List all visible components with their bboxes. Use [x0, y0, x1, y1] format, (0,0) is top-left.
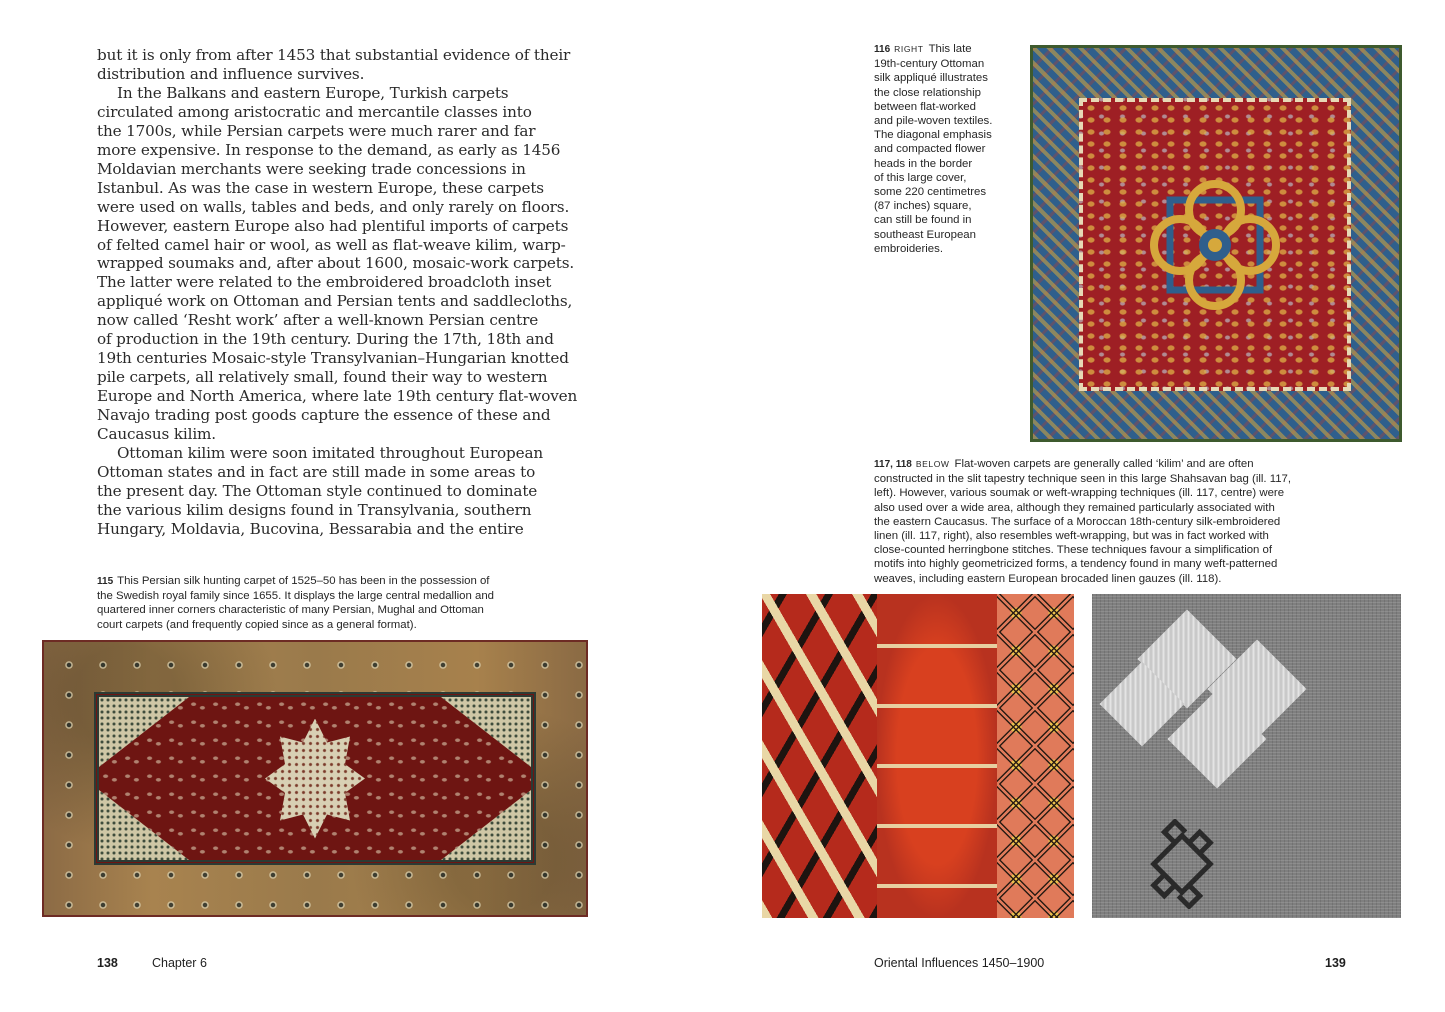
figure-number: 116 [874, 44, 891, 55]
caption-line: between flat-worked [874, 100, 976, 113]
body-line: but it is only from after 1453 that substantial evidence of their [97, 46, 571, 64]
chapter-label: Chapter 6 [152, 956, 207, 970]
applique-field [1079, 98, 1351, 391]
body-line: the various kilim designs found in Transylvania, southern [97, 500, 532, 519]
caption-line: (87 inches) square, [874, 200, 972, 213]
body-line: Ottoman states and in fact are still made in some areas to [97, 462, 536, 481]
page-number-right: 139 [1325, 956, 1346, 970]
caption-line: 115 This Persian silk hunting carpet of 1525–50 has been in the possession of [97, 575, 490, 587]
body-line: Navajo trading post goods capture the essence of these and [97, 406, 551, 425]
body-line: pile carpets, all relatively small, found their way to western [97, 368, 548, 387]
body-line: Hungary, Moldavia, Bucovina, Bessarabia and the entire [97, 519, 524, 538]
body-line: now called ‘Resht work’ after a well-known Persian centre [97, 311, 539, 330]
caption-line: some 220 centimetres [874, 186, 987, 199]
caption-line: 117, 118 BELOW Flat-woven carpets are generally called ‘kilim’ and are often [874, 458, 1254, 470]
body-line: The latter were related to the embroidered broadcloth inset [97, 273, 552, 292]
caption-115 [97, 574, 547, 632]
figure-number: 117, 118 [874, 459, 912, 470]
body-text [97, 46, 578, 539]
caption-line: and pile-woven textiles. [874, 115, 993, 128]
caption-line: the close relationship [874, 86, 982, 99]
caption-line: embroideries. [874, 242, 944, 255]
caption-line: constructed in the slit tapestry technique seen in this large Shahsavan bag (ill. 117, [874, 473, 1292, 486]
caption-line: heads in the border [874, 157, 973, 170]
caption-line: The diagonal emphasis [874, 129, 992, 142]
linen-gauze-image [1092, 594, 1401, 918]
caption-line: southeast European [874, 228, 976, 241]
body-line: 19th centuries Mosaic-style Transylvanian–Hungarian knotted [97, 349, 569, 368]
body-line: were used on walls, tables and beds, and only rarely on floors. [97, 197, 570, 216]
body-line: Europe and North America, where late 19th century flat-woven [97, 387, 578, 406]
caption-line: motifs into highly geometricized forms, a tendency found in many weft-patterned [874, 558, 1278, 571]
interlaced-knot-medallion [1140, 170, 1290, 320]
caption-line: linen (ill. 117, right), also resembles weft-wrapping, but was in fact worked with [874, 530, 1269, 543]
embroidered-linen-detail [997, 594, 1074, 918]
body-line: appliqué work on Ottoman and Persian tents and saddlecloths, [97, 292, 573, 311]
kilim-composite-image [762, 594, 1074, 918]
caption-line: can still be found in [874, 214, 972, 227]
caption-117-118 [874, 457, 1349, 586]
slit-tapestry-detail [762, 594, 877, 918]
ottoman-applique-image [1030, 45, 1402, 442]
body-line: In the Balkans and eastern Europe, Turkish carpets [117, 83, 509, 102]
position-label: BELOW [915, 459, 950, 469]
body-line: circulated among aristocratic and mercantile classes into [97, 102, 532, 121]
page-number-left: 138 [97, 956, 118, 970]
caption-line: weaves, including eastern European brocaded linen gauzes (ill. 118). [874, 572, 1222, 585]
position-label: RIGHT [894, 44, 924, 54]
caption-line: close-counted herringbone stitches. These techniques favour a simplification of [874, 544, 1273, 557]
dark-knot-motif [1137, 819, 1227, 909]
caption-line: left). However, various soumak or weft-wrapping techniques (ill. 117, centre) were [874, 487, 1285, 500]
body-line: Ottoman kilim were soon imitated throughout European [117, 444, 543, 463]
caption-line: court carpets (and frequently copied since as a general format). [97, 618, 417, 631]
caption-line: and compacted flower [874, 143, 986, 156]
central-medallion [265, 719, 365, 839]
caption-line: 116 RIGHT This late [874, 43, 972, 55]
body-line: more expensive. In response to the demand, as early as 1456 [97, 140, 561, 159]
body-line: wrapped soumaks and, after about 1600, mosaic-work carpets. [97, 254, 575, 273]
soumak-detail [877, 594, 997, 918]
figure-number: 115 [97, 576, 114, 587]
body-line: Moldavian merchants were seeking trade concessions in [97, 159, 526, 178]
persian-hunting-carpet-image [42, 640, 588, 917]
body-line: of production in the 19th century. During the 17th, 18th and [97, 330, 554, 349]
carpet-field [94, 692, 536, 865]
caption-line: the eastern Caucasus. The surface of a Moroccan 18th-century silk-embroidered [874, 515, 1281, 528]
running-head: Oriental Influences 1450–1900 [874, 956, 1045, 970]
body-line: Caucasus kilim. [97, 425, 216, 444]
caption-line: quartered inner corners characteristic of many Persian, Mughal and Ottoman [97, 604, 484, 617]
caption-line: silk appliqué illustrates [874, 72, 988, 85]
caption-line: also used over a wide area, although they remained particularly associated with [874, 501, 1275, 514]
body-line: Istanbul. As was the case in western Europe, these carpets [97, 178, 544, 197]
caption-line: of this large cover, [874, 171, 967, 184]
body-line: the present day. The Ottoman style continued to dominate [97, 481, 538, 500]
caption-line: 19th-century Ottoman [874, 58, 985, 71]
body-line: the 1700s, while Persian carpets were much rarer and far [97, 121, 536, 140]
body-line: However, eastern Europe also had plentiful imports of carpets [97, 216, 569, 235]
body-line: of felted camel hair or wool, as well as flat-weave kilim, warp- [97, 235, 566, 254]
caption-line: the Swedish royal family since 1655. It displays the large central medallion and [97, 590, 494, 603]
caption-116 [874, 42, 1019, 256]
body-line: distribution and influence survives. [97, 64, 365, 83]
